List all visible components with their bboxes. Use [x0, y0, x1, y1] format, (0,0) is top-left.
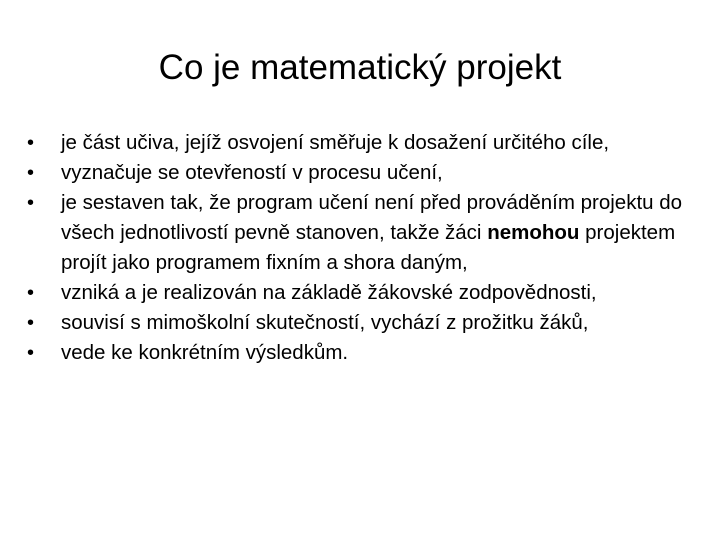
bullet-text: vyznačuje se otevřeností v procesu učení, — [61, 161, 443, 184]
bullet-icon: • — [27, 132, 35, 154]
bullet-item — [27, 128, 699, 158]
bullet-text: je část učiva, jejíž osvojení směřuje k dosažení určitého cíle, — [61, 131, 610, 154]
bullet-item — [27, 338, 699, 368]
bullet-list — [27, 128, 699, 368]
bullet-item — [27, 188, 699, 278]
bullet-text-after: projektem projít jako programem fixním a shora daným, — [61, 221, 676, 274]
bullet-text — [61, 191, 682, 274]
slide-title: Co je matematický projekt — [158, 48, 562, 87]
bullet-icon: • — [27, 162, 35, 184]
bullet-icon: • — [27, 282, 35, 304]
bullet-text-before: je sestaven tak, že program učení není před prováděním projektu do všech jednotlivostí pevně stanoven, takže žáci — [61, 191, 683, 244]
bullet-text: souvisí s mimoškolní skutečností, vychází z prožitku žáků, — [61, 311, 589, 334]
bullet-item — [27, 278, 699, 308]
bullet-text: vede ke konkrétním výsledkům. — [61, 341, 349, 364]
bullet-icon: • — [27, 312, 35, 334]
bullet-icon: • — [27, 342, 35, 364]
bullet-text: vzniká a je realizován na základě žákovské zodpovědnosti, — [61, 281, 597, 304]
bullet-item — [27, 158, 699, 188]
bullet-icon: • — [27, 192, 35, 214]
bullet-item — [27, 308, 699, 338]
bullet-emphasis: nemohou — [487, 221, 580, 244]
